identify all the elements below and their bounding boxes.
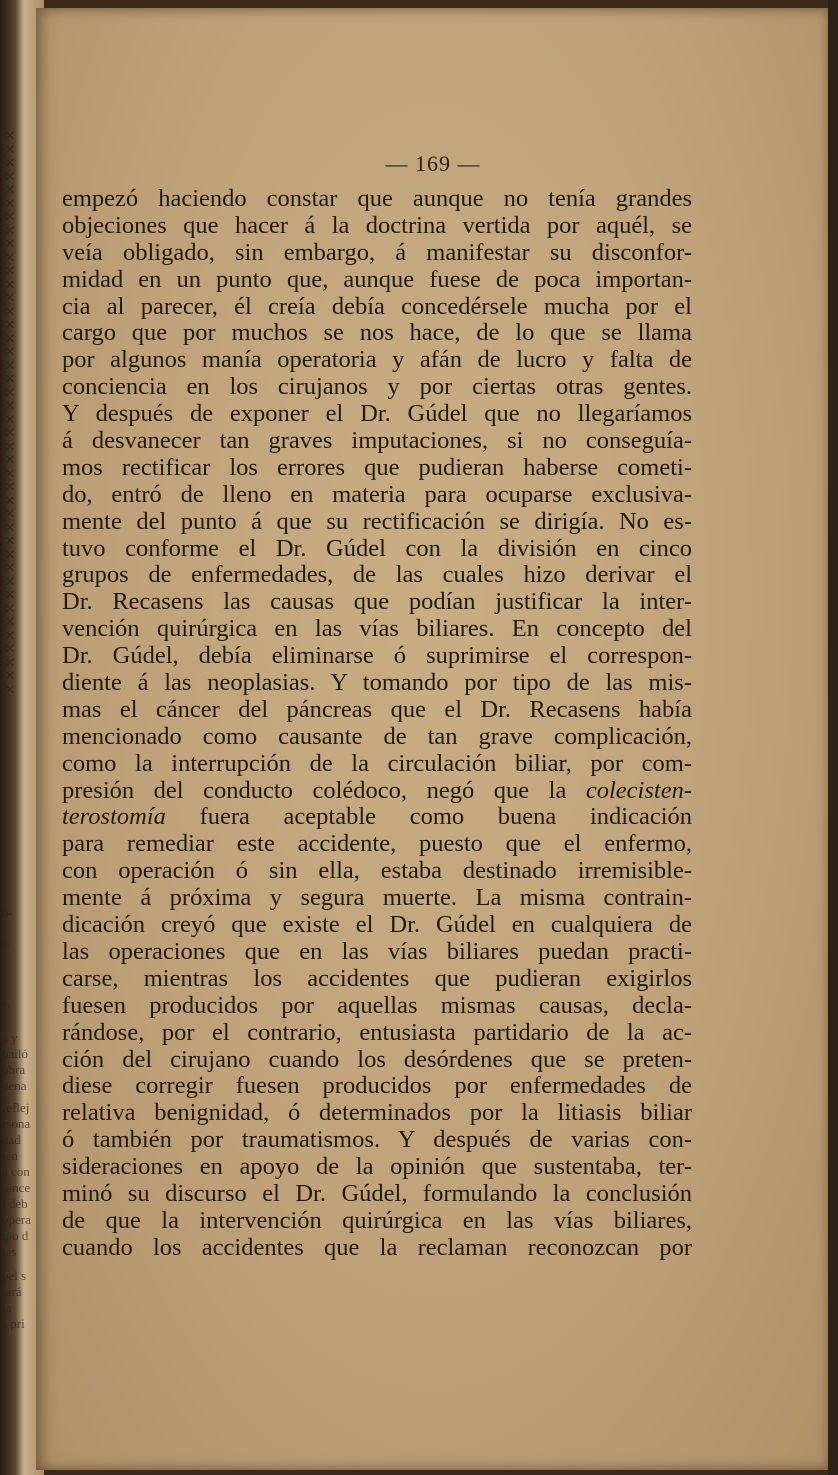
text-line: con operación ó sin ella, estaba destinado irremisible- [62,858,692,885]
text-line: fuesen producidos por aquellas mismas causas, decla- [62,992,692,1019]
italic-term: terostomía [62,804,166,831]
margin-fragment: dad [2,1132,21,1147]
text-line: cargo que por muchos se nos hace, de lo que se llama [62,320,692,347]
text-line: ción del cirujano cuando los desórdenes que se preten- [62,1046,692,1073]
text-line: dicación creyó que existe el Dr. Gúdel en cualquiera de [62,912,692,939]
margin-fragment: reflej [2,1100,30,1115]
page-number: — 169 — [385,151,481,176]
text-line: minó su discurso el Dr. Gúdel, formulando la conclusión [62,1180,692,1207]
text-line: Dr. Recasens las causas que podían justificar la inter- [62,589,692,616]
margin-fragment: opera [2,1212,31,1227]
text-line: rándose, por el contrario, entusiasta partidario de la ac- [62,1019,692,1046]
text-line: do, entró de lleno en materia para ocuparse exclusiva- [62,481,692,508]
text-line: mos rectificar los errores que pudieran haberse cometi- [62,454,692,481]
book-page [36,8,830,1470]
margin-fragment: dena [2,1078,27,1093]
text-line: grupos de enfermedades, de las cuales hizo derivar el [62,562,692,589]
italic-term: colecisten- [585,777,692,804]
text-line: mencionado como causante de tan grave complicación, [62,723,692,750]
decorative-border: ✕ ✕ ✕ ✕ ✕ ✕ ✕ ✕ ✕ ✕ ✕ ✕ ✕ ✕ ✕ ✕ ✕ ✕ ✕ ✕ ✕ ✕ ✕ ✕ ✕ ✕ ✕ ✕ ✕ ✕ ✕ ✕ ✕ ✕ ✕ ✕ ✕ ✕ ✕ ✕ ✕ ✕ [4,129,16,698]
text-line: empezó haciendo constar que aunque no tenía grandes [62,186,692,212]
text-line-with-italic [62,778,692,805]
text-line: objeciones que hacer á la doctrina vertida por aquél, se [62,212,692,239]
text-line: mas el cáncer del páncreas que el Dr. Recasens había [62,696,692,723]
text-line-with-italic [62,804,692,831]
margin-fragment: obra [2,1062,26,1077]
margin-fragment: a y [2,1030,18,1045]
text-line: las operaciones que en las vías biliares puedan practi- [62,938,692,965]
text-line: diese corregir fuesen producidos por enfermedades de [62,1073,692,1100]
body-text [62,186,692,1262]
text-line: carse, mientras los accidentes que pudieran exigirlos [62,965,692,992]
margin-fragment: las [2,1244,17,1259]
text-line: Y después de exponer el Dr. Gúdel que no llegaríamos [62,401,692,428]
text-line: cia al parecer, él creía debía concedérsele mucha por el [62,293,692,320]
margin-fragment: ien [2,1148,18,1163]
text-line: á desvanecer tan graves imputaciones, si no conseguía- [62,428,692,455]
text-line: ó también por traumatismos. Y después de varias con- [62,1127,692,1154]
text-line: de que la intervención quirúrgica en las vías biliares, [62,1207,692,1234]
text-line: mente del punto á que su rectificación se dirigía. No es- [62,508,692,535]
margin-fragment: rsona [2,1116,31,1131]
text-line: sideraciones en apoyo de la opinión que sustentaba, ter- [62,1154,692,1181]
margin-fragment: la [2,1300,12,1315]
text-line: diente á las neoplasias. Y tomando por tipo de las mis- [62,670,692,697]
text-line: Dr. Gúdel, debía eliminarse ó suprimirse el correspon- [62,643,692,670]
text-line: cuando los accidentes que la reclaman reconozcan por [62,1234,692,1261]
text-line: relativa benignidad, ó determinados por la litiasis biliar [62,1100,692,1127]
margin-fragment: o- [2,905,13,920]
text-line: tuvo conforme el Dr. Gúdel con la división en cinco [62,535,692,562]
margin-fragment: a con [2,1164,30,1179]
margin-fragment: s pri [2,1316,25,1331]
margin-fragment: s, [2,995,11,1010]
margin-fragment: uince [2,1180,31,1195]
text-line: veía obligado, sin embargo, á manifestar su disconfor- [62,239,692,266]
margin-fragment: tará [2,1284,22,1299]
text-segment: fuera aceptable como buena indicación [199,804,692,831]
margin-fragment: bailó [2,1046,28,1061]
margin-fragment: ipo d [2,1228,29,1243]
margin-fragment: l deb [2,1196,28,1211]
text-segment: presión del conducto colédoco, negó que la [62,777,567,804]
text-line: midad en un punto que, aunque fuese de poca importan- [62,266,692,293]
text-line: como la interrupción de la circulación biliar, por com- [62,750,692,777]
text-line: mente á próxima y segura muerte. La misma contrain- [62,885,692,912]
right-edge-shadow [828,0,838,1475]
text-line: conciencia en los cirujanos y por ciertas otras gentes. [62,374,692,401]
margin-fragment: pel s [2,1268,27,1283]
margin-fragment: i- [2,935,10,950]
text-line: por algunos manía operatoria y afán de lucro y falta de [62,347,692,374]
text-line: vención quirúrgica en las vías biliares. En concepto del [62,616,692,643]
text-line: para remediar este accidente, puesto que el enfermo, [62,831,692,858]
